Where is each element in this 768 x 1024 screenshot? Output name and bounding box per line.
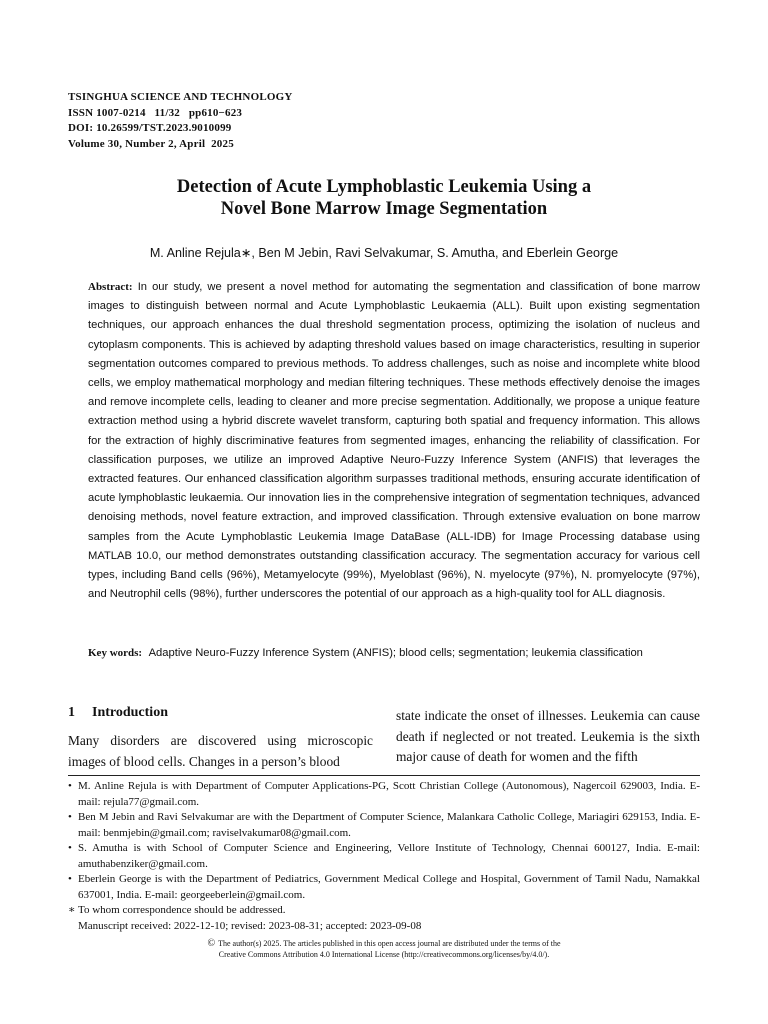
section-title: Introduction xyxy=(92,705,168,720)
license-notice xyxy=(68,938,700,960)
abstract xyxy=(88,278,700,604)
paper-title-line1: Detection of Acute Lymphoblastic Leukemia Using a xyxy=(176,177,592,197)
license-line1: The author(s) 2025. The articles published in this open access journal are distributed under the terms of the xyxy=(218,939,561,948)
license-line2: Creative Commons Attribution 4.0 International License (http://creativecommons.org/licenses/by/4.0/). xyxy=(218,950,550,959)
bullet-icon: • xyxy=(68,780,72,792)
footnotes xyxy=(68,779,700,934)
footnote-text: Eberlein George is with the Department of Pediatrics, Government Medical College and Hospital, Government of Tamil Nadu, Namakkal 637001, India. E-mail: georgeeberlein@gmail.com. xyxy=(78,873,700,901)
copyright-icon: © xyxy=(207,938,216,949)
paper-title-line2: Novel Bone Marrow Image Segmentation xyxy=(220,199,548,219)
footnote-correspondence xyxy=(68,903,700,919)
journal-header xyxy=(68,90,368,152)
author-list: M. Anline Rejula∗, Ben M Jebin, Ravi Selvakumar, S. Amutha, and Eberlein George xyxy=(149,246,619,260)
abstract-text: In our study, we present a novel method for automating the segmentation and classification of bone marrow images to distinguish between normal and Acute Lymphoblastic Leukaemia (ALL). Built upon existing segmentation techniques, our approach enhances the dual threshold segmentation process, optimizing the isolation of nucleus and cytoplasm components. This is achieved by adapting threshold values based on image characteristics, resulting in superior segmentation outcomes compared to previous methods. To address challenges, such as noise and incomplete white blood cells, we employ mathematical morphology and median filtering techniques. These methods effectively denoise the images and remove incomplete cells, leading to cleaner and more precise segmentation. Additionally, we propose a unique feature extraction method using a hybrid discrete wavelet transform, capturing both spatial and frequency information. This allows for the extraction of highly discriminative features from segmented images, enhancing the reliability of classification. For classification purposes, we utilize an improved Adaptive Neuro-Fuzzy Inference System (ANFIS) that leverages the extracted features. Our enhanced classification algorithm surpasses traditional methods, ensuring accurate identification of acute lymphoblastic leukaemia. Our innovation lies in the comprehensive integration of segmentation techniques, advanced denoising methods, novel feature extraction, and improved classification. Through extensive evaluation on bone marrow samples from the Acute Lymphoblastic Leukemia Image DataBase (ALL-IDB) for Image Processing database using MATLAB 10.0, our method demonstrates outstanding classification accuracy. The segmentation accuracy for various cell types, including Band cells (96%), Metamyelocyte (99%), Myeloblast (96%), N. myelocyte (97%), N. promyelocyte (97%), and Neutrophil cells (98%), further underscores the potential of our approach as a high-quality tool for ALL diagnosis. xyxy=(88,281,700,601)
footnote-text: Ben M Jebin and Ravi Selvakumar are with the Department of Computer Science, Malankara Catholic College, Mariagiri 629153, India. E-mail: benmjebin@gmail.com; raviselvakumar08@gmail.com. xyxy=(78,811,700,839)
keywords-text: Adaptive Neuro-Fuzzy Inference System (ANFIS); blood cells; segmentation; leukemia classification xyxy=(148,647,643,659)
journal-volume: Volume 30, Number 2, April 2025 xyxy=(68,137,234,150)
footnote-divider xyxy=(68,775,700,776)
section-heading-introduction xyxy=(68,704,168,722)
footnote-text: To whom correspondence should be addressed. xyxy=(78,904,286,916)
manuscript-dates: Manuscript received: 2022-12-10; revised: 2023-08-31; accepted: 2023-09-08 xyxy=(78,919,422,932)
bullet-icon: • xyxy=(68,873,72,885)
bullet-icon: • xyxy=(68,842,72,854)
footnote-affiliation xyxy=(68,872,700,903)
journal-name: TSINGHUA SCIENCE AND TECHNOLOGY xyxy=(68,91,293,103)
footnote-affiliation xyxy=(68,779,700,810)
bullet-icon: • xyxy=(68,811,72,823)
keywords xyxy=(88,645,700,661)
paper-title xyxy=(68,176,700,220)
footnote-text: S. Amutha is with School of Computer Science and Engineering, Vellore Institute of Technology, Chennai 600127, India. E-mail: amuthabenziker@gmail.com. xyxy=(78,842,700,870)
journal-doi: DOI: 10.26599/TST.2023.9010099 xyxy=(68,122,232,134)
body-column-right: state indicate the onset of illnesses. Leukemia can cause death if neglected or not treated. Leukemia is the sixth major cause of death for women and the fifth xyxy=(396,708,700,764)
footnote-affiliation xyxy=(68,841,700,872)
asterisk-icon: ∗ xyxy=(68,904,76,916)
keywords-label: Key words: xyxy=(88,647,143,659)
abstract-label: Abstract: xyxy=(88,281,133,293)
footnote-text: M. Anline Rejula is with Department of Computer Applications-PG, Scott Christian College (Autonomous), Nagercoil 629003, India. E-mail: rejula77@gmail.com. xyxy=(78,780,700,808)
body-column-left: Many disorders are discovered using microscopic images of blood cells. Changes in a person’s blood xyxy=(68,733,373,769)
section-number: 1 xyxy=(68,705,75,720)
journal-issn: ISSN 1007-0214 11/32 pp610−623 xyxy=(68,106,243,119)
footnote-affiliation xyxy=(68,810,700,841)
